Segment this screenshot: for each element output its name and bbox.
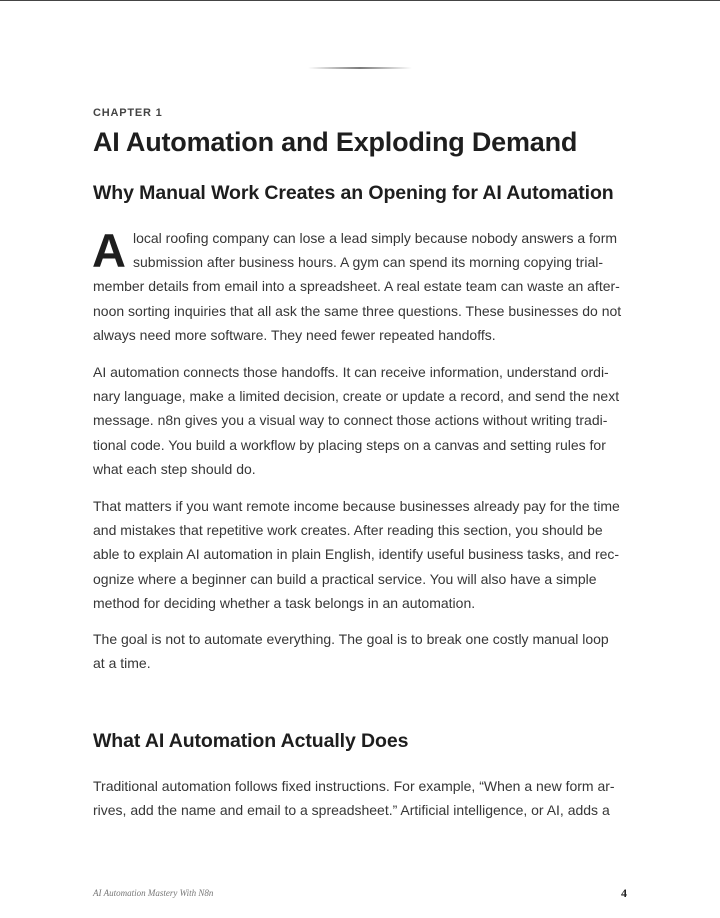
paragraph-line: rives, add the name and email to a spreadsheet.” Artificial intelligence, or AI, adds a	[93, 802, 610, 819]
paragraph-line: able to explain AI automation in plain English, identify useful business tasks, and rec-	[93, 546, 620, 563]
paragraph-line: nary language, make a limited decision, create or update a record, and send the next	[93, 388, 620, 405]
paragraph-line: ognize where a beginner can build a practical service. You will also have a simple	[93, 570, 597, 587]
paragraph-1	[93, 226, 633, 347]
header-ornament-divider	[308, 67, 412, 69]
paragraph-line: The goal is not to automate everything. The goal is to break one costly manual loop	[93, 631, 609, 647]
paragraph-line: local roofing company can lose a lead simply because nobody answers a form	[133, 230, 618, 246]
paragraph-line: what each step should do.	[93, 460, 256, 477]
paragraph-3	[93, 494, 633, 615]
paragraph-line: submission after business hours. A gym can spend its morning copying trial-	[133, 254, 604, 271]
paragraph-line: noon sorting inquiries that all ask the same three questions. These businesses do not	[93, 302, 622, 319]
paragraph-line: tional code. You build a workflow by placing steps on a canvas and setting rules for	[93, 436, 606, 453]
paragraph-line: always need more software. They need fewer repeated handoffs.	[93, 326, 496, 343]
paragraph-line: at a time.	[93, 655, 151, 672]
page-number: 4	[621, 886, 627, 900]
paragraph-line: method for deciding whether a task belongs in an automation.	[93, 594, 476, 611]
section-heading-what-ai-automation-does: What AI Automation Actually Does	[93, 730, 409, 752]
page-top-border	[0, 0, 720, 1]
chapter-label: CHAPTER 1	[93, 107, 163, 119]
paragraph-2	[93, 360, 633, 481]
paragraph-line: member details from email into a spreadsheet. A real estate team can waste an after-	[93, 278, 620, 295]
paragraph-line: AI automation connects those handoffs. It can receive information, understand ordi-	[93, 364, 609, 380]
paragraph-5	[93, 774, 633, 822]
paragraph-line: That matters if you want remote income because businesses already pay for the time	[93, 498, 620, 514]
chapter-title: AI Automation and Exploding Demand	[93, 127, 578, 157]
section-heading-why-manual-work: Why Manual Work Creates an Opening for AI Automation	[93, 182, 614, 204]
paragraph-line: and mistakes that repetitive work creates. After reading this section, you should be	[93, 522, 603, 539]
drop-cap: A	[92, 224, 126, 277]
paragraph-line: message. n8n gives you a visual way to connect those actions without writing tradi-	[93, 412, 608, 429]
footer-book-title: AI Automation Mastery With N8n	[93, 888, 214, 898]
paragraph-4	[93, 627, 633, 675]
paragraph-line: Traditional automation follows fixed instructions. For example, “When a new form ar-	[93, 778, 615, 794]
